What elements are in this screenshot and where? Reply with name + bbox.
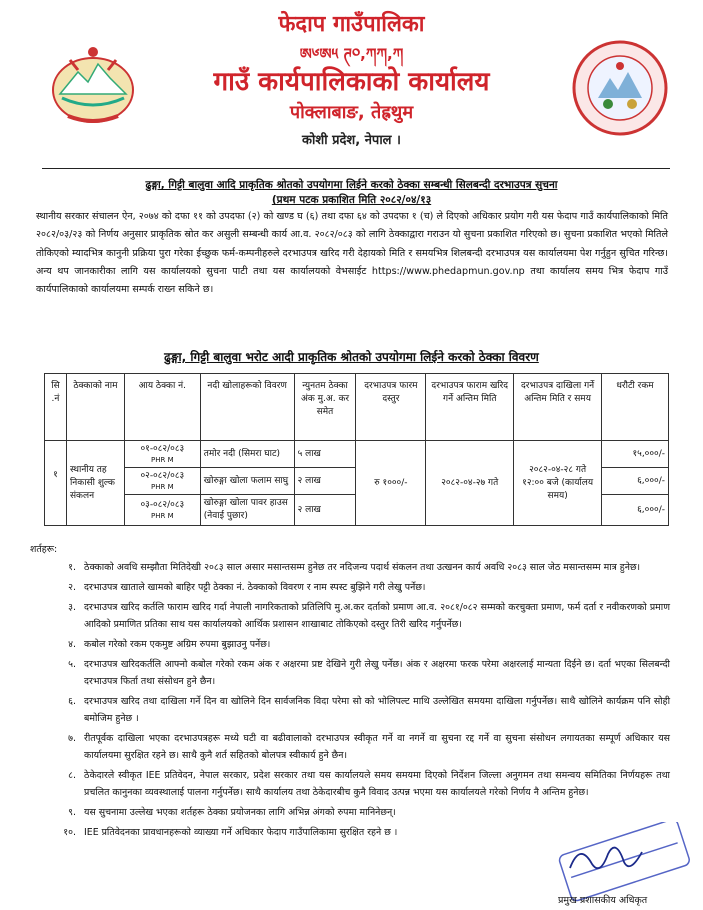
condition-item: [30, 559, 670, 576]
condition-number: ७.: [68, 733, 76, 744]
table-row: [45, 441, 669, 468]
conditions-section: [30, 542, 670, 844]
signature-mark: [560, 840, 660, 880]
cell-river: तमोर नदी (सिमरा घाट): [200, 441, 294, 468]
office-title: गाउँ कार्यपालिकाको कार्यालय: [213, 67, 490, 97]
office-province: कोशी प्रदेश, नेपाल ।: [302, 133, 401, 148]
signatory-title: प्रमुख प्रशासकीय अधिकृत: [558, 895, 648, 906]
contract-no: ०२-०८२/०८३: [140, 471, 185, 481]
cell-deposit: १५,०००/-: [602, 441, 669, 468]
condition-number: ३.: [68, 602, 76, 613]
condition-number: ६.: [68, 696, 76, 707]
contract-no: ०१-०८२/०८३: [140, 444, 185, 454]
cell-contract-no: [124, 495, 200, 526]
cell-contract-no: [124, 441, 200, 468]
condition-text: दरभाउपत्र खरिद कर्तलि फाराम खरिद गर्दा नेपाली नागरिकताको प्रतिलिपि मु.अ.कर दर्ताको प्रमाण आ.व. २०८१/०८२ सम्मको करचुक्ता प्रमाण, फर्म दर्ता र नवीकरणको प्रमाण आदिको प्रमाणित प्रतिका साथ यस कार्यालयको आर्थिक प्रशासन शाखाबाट तोकिएको दस्तुर तिरी खरिद गर्नुपर्नेछ।: [84, 602, 670, 630]
condition-item: [30, 656, 670, 690]
municipality-name: फेदाप गाउँपालिका: [278, 12, 425, 37]
col-header-submit-deadline: दरभाउपत्र दाखिला गर्ने अन्तिम मिति र समय: [514, 374, 602, 441]
contract-no: ०३-०८२/०८३: [140, 500, 185, 510]
condition-number: १०.: [63, 827, 76, 838]
col-header-name: ठेक्काको नाम: [66, 374, 124, 441]
cell-deposit: ६,०००/-: [602, 495, 669, 526]
notice-body: स्थानीय सरकार संचालन ऐन, २०७४ को दफा ११ को उपदफा (२) को खण्ड घ (६) तथा दफा ६४ को उपदफा १ (च) ले दिएको अधिकार प्रयोग गरी यस फेदाप गाउँ कार्यपालिकाको मिति २०८२/०३/२३ को निर्णय अनुसार प्राकृतिक स्रोत कर असुली सम्बन्धी कार्य आ.व. २०८२/०८३ को लागि ठेक्काद्वारा गराउन यो सुचना प्रकाशित गरिएको छ। सुचना प्रकाशित भएको मितिले तोकिएको म्यादभित्र कानुनी प्रक्रिया पुरा गरेका ईच्छुक फर्म-कम्पनीहरुले दरभाउपत्र खरिद गरी देहायको मिति र समयभित्र शिलबन्दी दरभाउपत्र यस कार्यालयमा पेश गर्नुहुन सुचित गरिन्छ। अन्य थप जानकारीका लागि यस कार्यालयको सुचना पाटी तथा यस कार्यालयको वेभसाईट https://www.phedapmun.gov.np तथा कार्यालय समय भित्र फेदाप गाउँ कार्यपालिकाको कार्यालयमा सम्पर्क राख्न सकिने छ।: [36, 211, 668, 296]
condition-text: यस सुचनामा उल्लेख भएका शर्तहरू ठेक्का प्रयोजनका लागि अभिन्न अंगको रुपमा मानिनेछन्।: [84, 807, 396, 818]
cell-river: खोरुङ्गा खोला पावर हाउस (नेवाई पुछार): [200, 495, 294, 526]
cell-contract-name: स्थानीय तह निकासी शुल्क संकलन: [66, 441, 124, 526]
col-header-river: नदी खोलाहरूको विवरण: [200, 374, 294, 441]
notice-title: ढुङ्गा, गिट्टी बालुवा आदि प्राकृतिक श्रोतको उपयोगमा लिईने करको ठेक्का सम्बन्धी सिलबन्दी दरभाउपत्र सुचना: [145, 179, 558, 191]
condition-item: [30, 730, 670, 764]
table-header-row: [45, 374, 669, 441]
col-header-deposit: धरौटी रकम: [602, 374, 669, 441]
condition-item: [30, 693, 670, 727]
condition-item: [30, 767, 670, 801]
condition-number: १.: [68, 562, 76, 573]
condition-number: ९.: [68, 807, 76, 818]
condition-number: २.: [68, 582, 76, 593]
condition-text: ठेक्काको अवधि सम्झौता मितिदेखी २०८३ साल असार मसान्तसम्म हुनेछ तर नदिजन्य पदार्थ संकलन तथा उत्खनन कार्य अवधि २०८३ साल जेठ मसान्तसम्म मात्र हुनेछ।: [84, 562, 641, 573]
cell-river: खोरुङ्गा खोला फलाम साघु: [200, 468, 294, 495]
col-header-sn: सि .नं: [45, 374, 67, 441]
cell-contract-no: [124, 468, 200, 495]
contract-code: PHR M: [151, 456, 174, 464]
condition-item: [30, 579, 670, 596]
condition-number: ४.: [68, 639, 76, 650]
municipality-seal-logo: [570, 38, 670, 138]
condition-text: रीतपूर्वक दाखिला भएका दरभाउपत्रहरू मध्ये घटी वा बढीवालाको दरभाउपत्र स्वीकृत गर्ने वा नगर्ने वा सुचना रद्द गर्ने वा सुचना संसोधन लगायतका सम्पूर्ण अधिकार यस कार्यालयमा सुरक्षित रहने छ। साथै कुनै शर्त सहितको बोलपत्र स्वीकार्य हुने छैन।: [84, 733, 670, 761]
cell-min-amount: २ लाख: [294, 495, 356, 526]
col-header-purchase-deadline: दरभाउपत्र फाराम खरिद गर्ने अन्तिम मिति: [426, 374, 514, 441]
cell-min-amount: २ लाख: [294, 468, 356, 495]
col-header-contract-no: आय ठेक्का नं.: [124, 374, 200, 441]
contract-code: PHR M: [151, 483, 174, 491]
col-header-form-fee: दरभाउपत्र फारम दस्तुर: [356, 374, 426, 441]
header-divider: [42, 168, 670, 169]
contract-table: [44, 373, 669, 526]
contract-code: PHR M: [151, 512, 174, 520]
condition-text: दरभाउपत्र खाताले खामको बाहिर पट्टी ठेक्का नं. ठेक्काको विवरण र नाम स्पस्ट बुझिने गरी लेखु पर्नेछ।: [84, 582, 426, 593]
office-location: पोक्लाबाङ, तेह्रथुम: [289, 102, 414, 123]
condition-item: [30, 636, 670, 653]
cell-purchase-deadline: २०८२-०४-२७ गते: [426, 441, 514, 526]
condition-item: [30, 804, 670, 821]
table-title: ढुङ्गा, गिट्टी बालुवा भरोट आदी प्राकृतिक श्रोतको उपयोगमा लिईने करको ठेक्का विवरण: [164, 350, 539, 364]
condition-text: दरभाउपत्र खरिद तथा दाखिला गर्ने दिन वा खोलिने दिन सार्वजनिक विदा परेमा सो को भोलिपल्ट माथि उल्लेखित समयमा दाखिला गर्नुपर्नेछ। साथै खोलिने कार्यक्रम पनि सोही बमोजिम हुनेछ ।: [84, 696, 670, 724]
col-header-min-amount: न्युनतम ठेक्का अंक मु.अ. कर समेत: [294, 374, 356, 441]
cell-submit-deadline: २०८२-०४-२८ गते १२:०० बजे (कार्यालय समय): [514, 441, 602, 526]
cell-min-amount: ५ लाख: [294, 441, 356, 468]
condition-item: [30, 599, 670, 633]
condition-text: दरभाउपत्र खरिदकर्तलि आफ्नो कबोल गरेको रकम अंक र अक्षरमा प्रष्ट देखिने गुरी लेखु पर्नेछ। अंक र अक्षरमा फरक परेमा अक्षरलाई मान्यता दिईने छ। दर्ता भएका सिलबन्दी दरभाउपत्र फिर्ता तथा संसोधन हुने छैन।: [84, 659, 670, 687]
condition-text: IEE प्रतिवेदनका प्रावधानहरूको व्याख्या गर्ने अधिकार फेदाप गाउँपालिकामा सुरक्षित रहने छ ।: [84, 827, 398, 838]
notice-subtitle: (प्रथम पटक प्रकाशित मिति २०८२/०४/१३: [271, 194, 432, 206]
condition-text: ठेकेदारले स्वीकृत IEE प्रतिवेदन, नेपाल सरकार, प्रदेश सरकार तथा यस कार्यालयले समय समयमा दिएको निर्देशन जिल्ला अनुगमन तथा समन्वय समितिका निर्णयहरू तथा प्रचलित कानुनका व्यवस्थालाई पालना गर्नुपर्नेछ। साथै कार्यालय तथा ठेकेदारबीच कुनै विवाद उत्पन्न भएमा यस कार्यालयले गरेको निर्णय नै अन्तिम हुनेछ।: [84, 770, 670, 798]
cell-deposit: ६,०००/-: [602, 468, 669, 495]
conditions-heading: शर्तहरू:: [30, 544, 58, 555]
condition-number: ८.: [68, 770, 76, 781]
cell-form-fee: रु १०००/-: [356, 441, 426, 526]
condition-text: कबोल गरेको रकम एकमुष्ट अग्रिम रुपमा बुझाउनु पर्नेछ।: [84, 639, 271, 650]
municipality-name-script: ཨ༦ཨ༥ ཊ༠,ཀཀ,ཀ: [299, 45, 404, 63]
letterhead: [0, 8, 703, 158]
cell-sn: १: [45, 441, 67, 526]
condition-number: ५.: [68, 659, 76, 670]
